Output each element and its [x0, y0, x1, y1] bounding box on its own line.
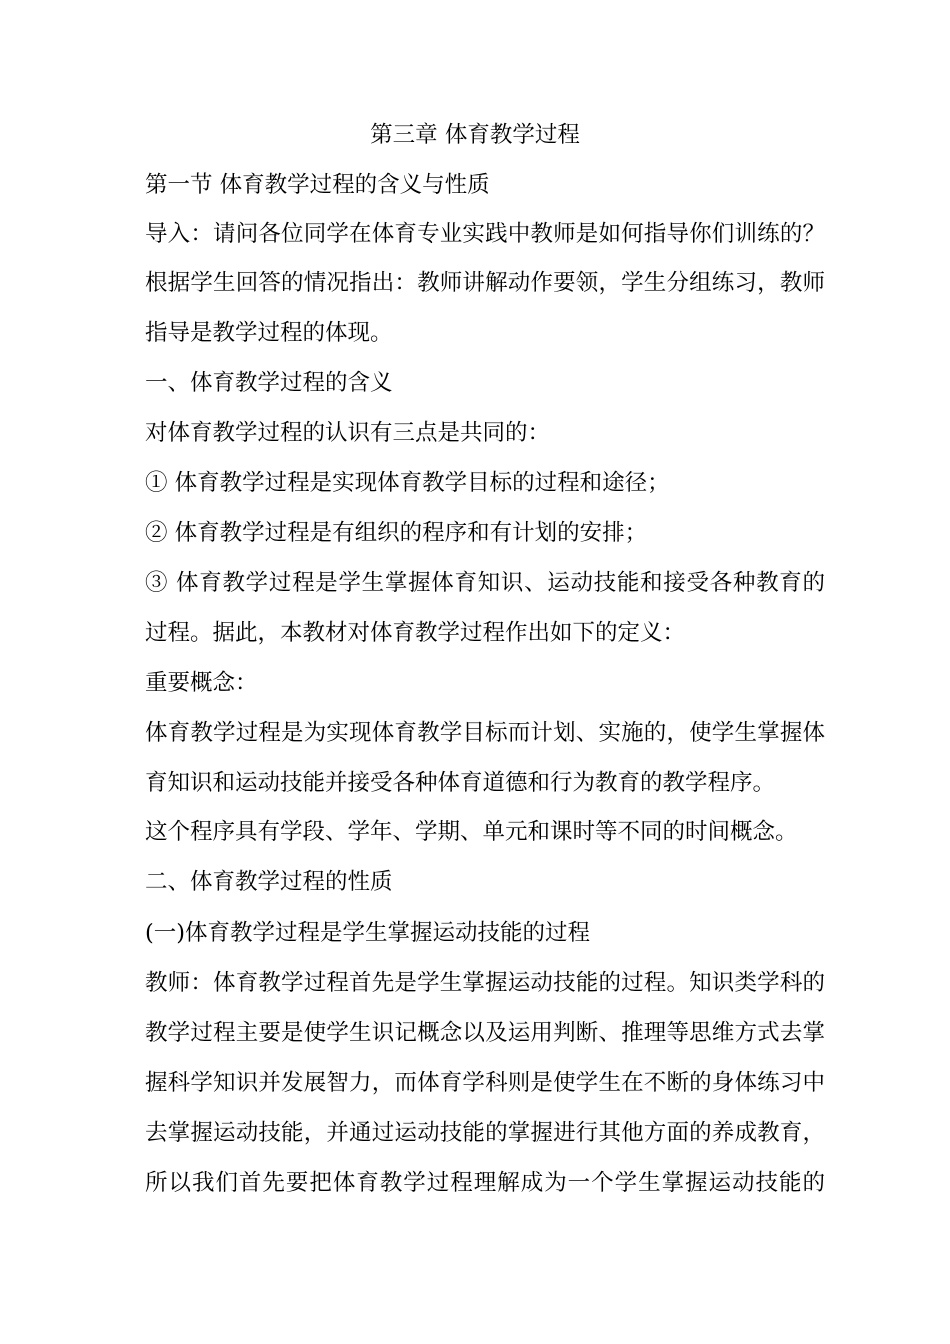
paragraph-line: 育知识和运动技能并接受各种体育道德和行为教育的教学程序。 — [145, 770, 776, 796]
concept-label: 重要概念： — [145, 670, 258, 696]
paragraph-line: 指导是教学过程的体现。 — [145, 320, 393, 346]
paragraph-line: 根据学生回答的情况指出：教师讲解动作要领，学生分组练习，教师 — [145, 270, 825, 296]
list-item: ③ 体育教学过程是学生掌握体育知识、运动技能和接受各种教育的 — [145, 570, 825, 596]
paragraph-line: 所以我们首先要把体育教学过程理解成为一个学生掌握运动技能的 — [145, 1170, 825, 1196]
section-heading: 第一节 体育教学过程的含义与性质 — [145, 172, 490, 198]
paragraph-line: 导入：请问各位同学在体育专业实践中教师是如何指导你们训练的？ — [145, 221, 825, 247]
paragraph-line: 去掌握运动技能，并通过运动技能的掌握进行其他方面的养成教育， — [145, 1120, 825, 1146]
paragraph-line: 这个程序具有学段、学年、学期、单元和课时等不同的时间概念。 — [145, 819, 798, 845]
paragraph-line: 过程。据此，本教材对体育教学过程作出如下的定义： — [145, 620, 686, 646]
subsection-heading: 一、体育教学过程的含义 — [145, 370, 393, 396]
chapter-title: 第三章 体育教学过程 — [370, 122, 580, 148]
paragraph-line: 握科学知识并发展智力，而体育学科则是使学生在不断的身体练习中 — [145, 1070, 825, 1096]
subsection-heading: 二、体育教学过程的性质 — [145, 869, 393, 895]
list-item: ② 体育教学过程是有组织的程序和有计划的安排； — [145, 520, 648, 546]
paragraph-line: 教学过程主要是使学生识记概念以及运用判断、推理等思维方式去掌 — [145, 1020, 825, 1046]
paragraph-line: 教师：体育教学过程首先是学生掌握运动技能的过程。知识类学科的 — [145, 970, 825, 996]
sub-subsection-heading: (一)体育教学过程是学生掌握运动技能的过程 — [145, 920, 591, 946]
paragraph-line: 体育教学过程是为实现体育教学目标而计划、实施的，使学生掌握体 — [145, 720, 825, 746]
paragraph-line: 对体育教学过程的认识有三点是共同的： — [145, 420, 551, 446]
list-item: ① 体育教学过程是实现体育教学目标的过程和途径； — [145, 470, 670, 496]
